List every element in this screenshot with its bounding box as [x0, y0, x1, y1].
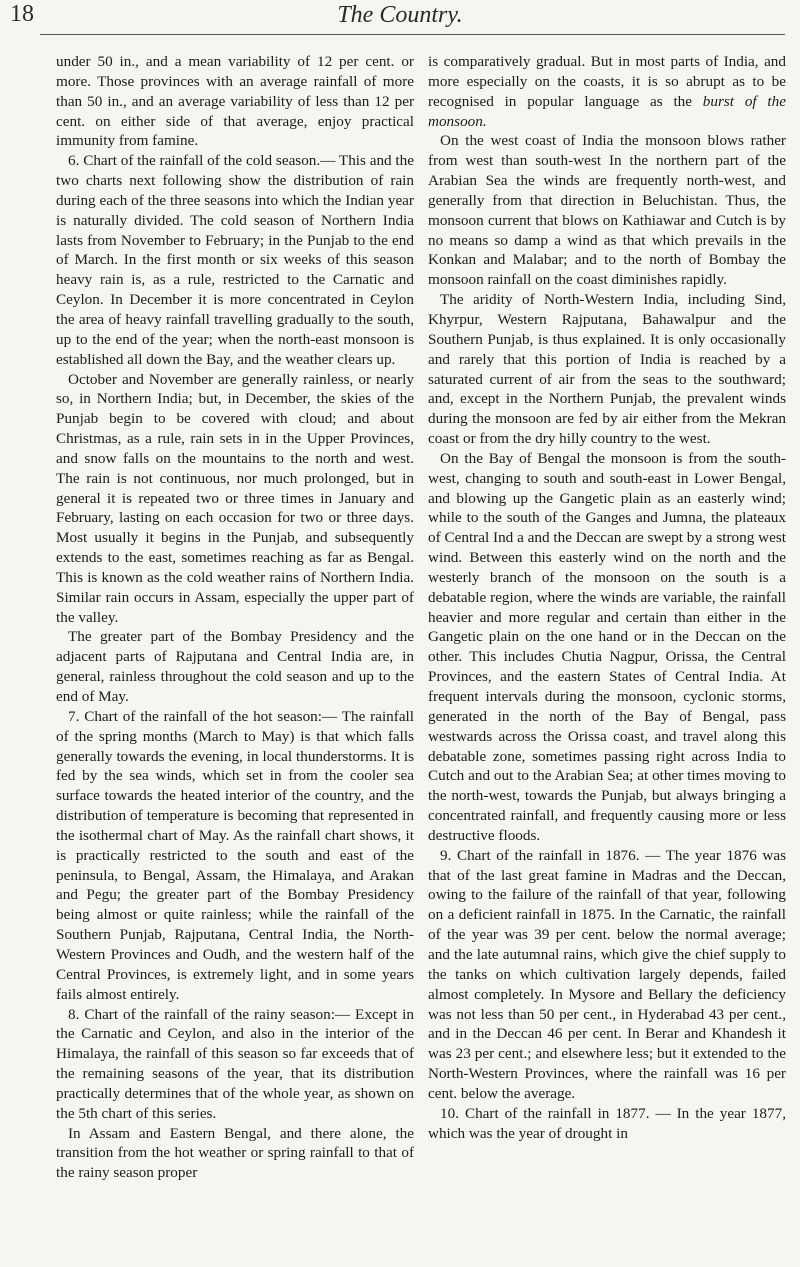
paragraph: 9. Chart of the rainfall in 1876. — The year 1876 was that of the last great famine in Madras and the Deccan, owing to the failure of the rainfall of that year, following on a deficient rainfall in 1875. In the Carnatic, the rainfall of the year was 39 per cent. below the normal average; and the late autumnal rains, which give the chief supply to the tanks on which cultivation largely depends, failed almost completely. In Mysore and Bellary the deficiency was not less than 50 per cent., in Hyderabad 43 per cent., and in the Deccan 46 per cent. In Berar and Khandesh it was 23 per cent.; and elsewhere less; but it extended to the North-Western Provinces, where the rainfall was 16 per cent. below the average.	[428, 846, 786, 1102]
paragraph: The aridity of North-Western India, including Sind, Khyrpur, Western Rajputana, Bahawalpur and the Southern Punjab, is thus explained. It is only occasionally and rarely that this portion of India is reached by a saturated current of air from the seas to the southward; and, except in the Northern Punjab, the prevalent winds during the monsoon are fed by air either from the Mekran coast or from the dry hilly country to the west.	[428, 291, 786, 448]
running-title: The Country.	[337, 2, 463, 28]
paragraph: On the west coast of India the monsoon blows rather from west than south-west In the northern part of the Arabian Sea the winds are frequently north-west, and generally from that direction in Beluchistan. Thus, the monsoon current that blows on Kathiawar and Cutch is by no means so damp a wind as that which prevails in the Konkan and Malabar; and to the north of Bombay the monsoon rainfall on the coast diminishes rapidly.	[428, 132, 786, 289]
paragraph: 10. Chart of the rainfall in 1877. — In the year 1877, which was the year of drought in	[428, 1104, 786, 1142]
left-column	[56, 52, 414, 1257]
paragraph: The greater part of the Bombay Presidency and the adjacent parts of Rajputana and Central India are, in general, rainless throughout the cold season and up to the end of May.	[56, 628, 414, 705]
page-header	[0, 0, 800, 40]
paragraph: In Assam and Eastern Bengal, and there alone, the transition from the hot weather or spring rainfall to that of the rainy season proper	[56, 1124, 414, 1182]
header-rule	[40, 34, 785, 35]
paragraph: under 50 in., and a mean variability of 12 per cent. or more. Those provinces with an average rainfall of more than 50 in., and an average variability of less than 12 per cent. on either side of that average, enjoy practical immunity from famine.	[56, 53, 414, 150]
paragraph: 7. Chart of the rainfall of the hot season:— The rainfall of the spring months (March to May) is that which falls generally towards the evening, in local thunderstorms. It is fed by the sea winds, which set in from the cooler sea surface towards the heated interior of the country, and the distribution of temperature is becoming that represented in the isothermal chart of May. As the rainfall chart shows, it is practically restricted to the south and east of the peninsula, to Bengal, Assam, the Himalaya, and Arakan and Pegu; the greater part of the Bombay Presidency being almost or quite rainless; while the rainfall of the Southern Punjab, Rajputana, Central India, the North-Western Provinces and Oudh, and the western half of the Central Provinces, is extremely light, and in some years fails almost entirely.	[56, 707, 414, 1003]
right-column	[428, 52, 786, 1257]
paragraph: October and November are generally rainless, or nearly so, in Northern India; but, in December, the skies of the Punjab begin to be covered with cloud; and about Christmas, as a rule, rain sets in in the Upper Provinces, and snow falls on the mountains to the north and west. The rain is not continuous, nor much prolonged, but in general it is repeated two or three times in January and February, lasting on each occasion for two or three days. Most usually it begins in the Punjab, and subsequently extends to the east, sometimes reaching as far as Bengal. This is known as the cold weather rains of Northern India. Similar rain occurs in Assam, especially the upper part of the valley.	[56, 370, 414, 626]
page-number: 18	[10, 1, 34, 27]
paragraph-text: is comparatively gradual. But in most parts of India, and more especially on the coasts, it is so abrupt as to be recognised in popular language as the	[428, 53, 786, 110]
paragraph	[428, 52, 786, 131]
paragraph: 8. Chart of the rainfall of the rainy season:— Except in the Carnatic and Ceylon, and also in the interior of the Himalaya, the rainfall of this season so far exceeds that of the remaining seasons of the year, that its distribution practically determines that of the whole year, as shown on the 5th chart of this series.	[56, 1005, 414, 1122]
italic-phrase: burst of the monsoon.	[428, 92, 786, 130]
paragraph: On the Bay of Bengal the monsoon is from the south-west, changing to south and south-east in Lower Bengal, and blowing up the Gangetic plain as an easterly wind; while to the south of the Ganges and Jumna, the plateaux of Central Ind a and the Deccan are swept by a strong west wind. Between this easterly wind on the north and the westerly branch of the monsoon on the south is a debatable region, where the winds are variable, the rainfall heavier and more regular and certain than either in the Gangetic plain on the one hand or in the Deccan on the other. This includes Chutia Nagpur, Orissa, the Central Provinces, and the eastern States of Central India. At frequent intervals during the monsoon, cyclonic storms, generated in the north of the Bay of Bengal, pass westwards across the Orissa coast, and travel along this debatable zone, sometimes passing right across India to Cutch and out to the Arabian Sea; at other times moving to the north-west, towards the Punjab, but always bringing a concentrated rainfall, and frequently causing more or less destructive floods.	[428, 449, 786, 844]
text-columns	[56, 52, 786, 1257]
paragraph: 6. Chart of the rainfall of the cold season.— This and the two charts next following show the distribution of rain during each of the three seasons into which the Indian year is naturally divided. The cold season of Northern India lasts from November to February; in the Punjab to the end of March. In the first month or six weeks of this season heavy rain is, as a rule, restricted to the Carnatic and Ceylon. In December it is more concentrated in Ceylon the area of heavy rainfall travelling gradually to the south, up to the end of the year; when the north-east monsoon is established all down the Bay, and the weather clears up.	[56, 152, 414, 368]
